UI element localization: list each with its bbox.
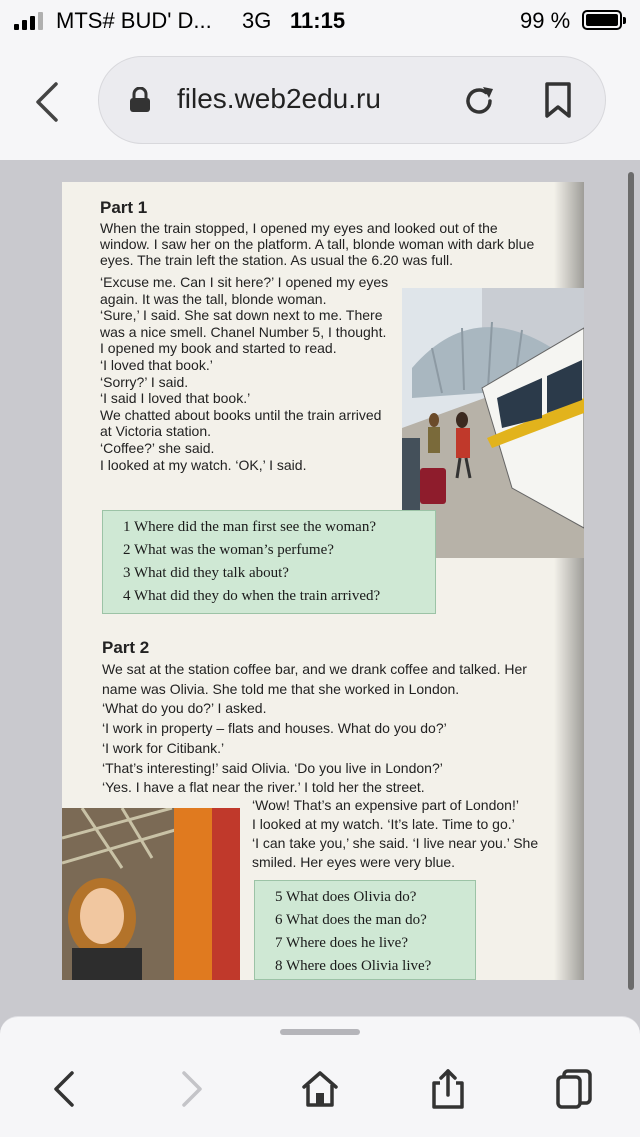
text-line: name was Olivia. She told me that she worked in London. xyxy=(102,680,460,697)
part1-questions-box xyxy=(102,510,436,614)
text-line: ‘Sorry?’ I said. xyxy=(100,373,189,390)
text-line: ‘What do you do?’ I asked. xyxy=(102,700,267,717)
clock: 11:15 xyxy=(290,8,346,33)
question: 5 What does Olivia do? xyxy=(275,889,417,905)
text-line: ‘That’s interesting!’ said Olivia. ‘Do you live in London?’ xyxy=(102,759,443,776)
text-line: at Victoria station. xyxy=(100,423,212,440)
question: 7 Where does he live? xyxy=(275,935,409,951)
text-line: ‘Wow! That’s an expensive part of London!’ xyxy=(252,797,519,813)
url-text: files.web2edu.ru xyxy=(177,83,381,114)
text-line: We sat at the station coffee bar, and we drank coffee and talked. Her xyxy=(102,661,527,677)
part1-dialogue xyxy=(100,274,388,473)
forward-chevron-icon[interactable] xyxy=(172,1067,212,1111)
browser-address-bar xyxy=(0,44,640,160)
part2-questions-box xyxy=(254,880,476,980)
text-line: ‘I said I loved that book.’ xyxy=(100,390,251,407)
text-line: ‘Sure,’ I said. She sat down next to me. There xyxy=(100,307,383,324)
lock-icon xyxy=(129,87,151,113)
part1-title: Part 1 xyxy=(100,198,148,217)
text-line: ‘I work for Citibank.’ xyxy=(102,739,225,756)
question: 6 What does the man do? xyxy=(275,912,427,928)
browser-toolbar xyxy=(0,1016,640,1137)
question: 8 Where does Olivia live? xyxy=(275,958,432,974)
question: 2 What was the woman’s perfume? xyxy=(123,542,334,558)
text-line: window. I saw her on the platform. A tall, blonde woman with dark blue xyxy=(100,236,535,252)
signal-strength-icon xyxy=(14,12,50,30)
text-line: smiled. Her eyes were very blue. xyxy=(252,854,456,870)
text-line: When the train stopped, I opened my eyes and looked out of the xyxy=(100,220,498,236)
text-line: again. It was the tall, blonde woman. xyxy=(100,290,327,307)
text-line: was a nice smell. Chanel Number 5, I thought. xyxy=(100,323,387,340)
part2-title: Part 2 xyxy=(102,638,150,657)
part2-text-right xyxy=(252,796,538,872)
question: 3 What did they talk about? xyxy=(123,565,289,581)
text-line: ‘I work in property – flats and houses. What do you do?’ xyxy=(102,720,447,737)
carrier-name: MTS# BUD' D... xyxy=(56,8,212,33)
question: 1 Where did the man first see the woman? xyxy=(123,519,376,535)
text-line: ‘I can take you,’ she said. ‘I live near you.’ She xyxy=(252,835,539,851)
status-bar xyxy=(0,0,640,44)
battery-percentage: 99 % xyxy=(520,8,571,33)
text-line: ‘Yes. I have a flat near the river.’ I told her the street. xyxy=(102,779,425,796)
text-line: I opened my book and started to read. xyxy=(100,340,337,357)
question: 4 What did they do when the train arrived? xyxy=(123,588,381,604)
text-line: ‘Excuse me. Can I sit here?’ I opened my eyes xyxy=(100,274,389,290)
url-field[interactable] xyxy=(98,56,606,144)
scrollbar[interactable] xyxy=(628,172,634,990)
woman-illustration xyxy=(62,808,240,980)
share-icon[interactable] xyxy=(428,1067,468,1111)
toolbar-handle[interactable] xyxy=(280,1029,360,1035)
back-chevron-icon[interactable] xyxy=(44,1067,84,1111)
tabs-icon[interactable] xyxy=(556,1067,596,1111)
reload-icon[interactable] xyxy=(461,83,497,119)
network-type: 3G xyxy=(242,8,272,33)
home-icon[interactable] xyxy=(300,1067,340,1111)
text-line: I looked at my watch. ‘OK,’ I said. xyxy=(100,456,307,473)
text-line: We chatted about books until the train arrived xyxy=(100,406,382,423)
battery-icon xyxy=(582,10,622,30)
part2-text xyxy=(102,660,527,798)
back-chevron-icon[interactable] xyxy=(28,80,68,124)
textbook-page xyxy=(62,182,584,980)
text-line: eyes. The train left the station. As usual the 6.20 was full. xyxy=(100,252,454,268)
text-line: ‘I loved that book.’ xyxy=(100,356,213,373)
part1-intro xyxy=(100,220,534,268)
text-line: ‘Coffee?’ she said. xyxy=(100,439,215,456)
bookmark-icon[interactable] xyxy=(543,81,573,119)
text-line: I looked at my watch. ‘It’s late. Time to go.’ xyxy=(252,816,515,832)
